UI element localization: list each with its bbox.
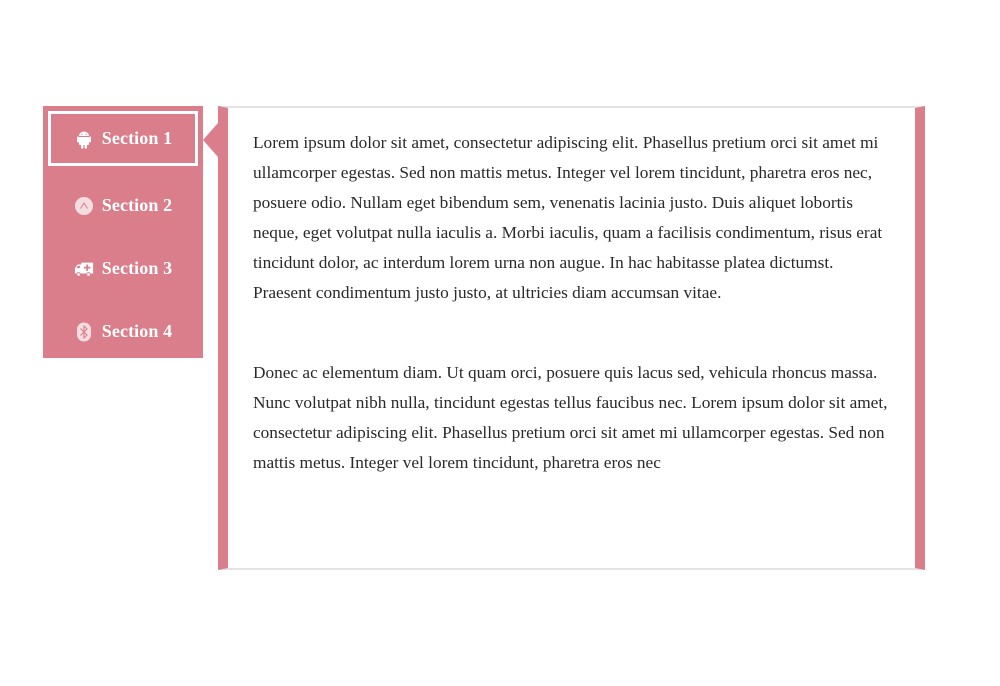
tab-section-3[interactable] [48,237,198,300]
tabs-nav [43,106,203,358]
ambulance-icon [74,259,94,279]
bluetooth-icon [74,322,94,342]
tab-section-1[interactable] [48,111,198,166]
tab-content-panel [218,106,925,570]
content-paragraph: Donec ac elementum diam. Ut quam orci, posuere quis lacus sed, vehicula rhoncus massa. Nunc volutpat nibh nulla, tincidunt egestas tellus faucibus nec. Lorem ipsum dolor sit amet, consectetur adipiscing elit. Phasellus pretium orci sit amet mi ullamcorper egestas. Sed non mattis metus. Integer vel lorem tincidunt, pharetra eros nec [253,363,888,472]
android-icon [74,129,94,149]
active-tab-pointer [203,123,218,157]
content-paragraph: Lorem ipsum dolor sit amet, consectetur adipiscing elit. Phasellus pretium orci sit amet mi ullamcorper egestas. Sed non mattis metus. Integer vel lorem tincidunt, pharetra eros nec, posuere odio. Nullam eget bibendum sem, venenatis lacinia justo. Duis aliquet lobortis neque, eget volutpat nulla iaculis a. Morbi iaculis, quam a facilisis condimentum, risus erat tincidunt dolor, ac interdum lorem urna non augue. In hac habitasse platea dictumst. Praesent condimentum justo justo, at ultricies diam accumsan vitae. [253,133,883,302]
content-body [228,108,915,478]
tab-section-4[interactable] [48,300,198,363]
tab-label: Section 2 [101,195,173,215]
tab-section-2[interactable] [48,174,198,237]
tab-label: Section 4 [101,321,173,341]
chevron-up-circle-icon [74,196,94,216]
tab-label: Section 3 [101,258,173,278]
tab-label: Section 1 [101,128,173,148]
